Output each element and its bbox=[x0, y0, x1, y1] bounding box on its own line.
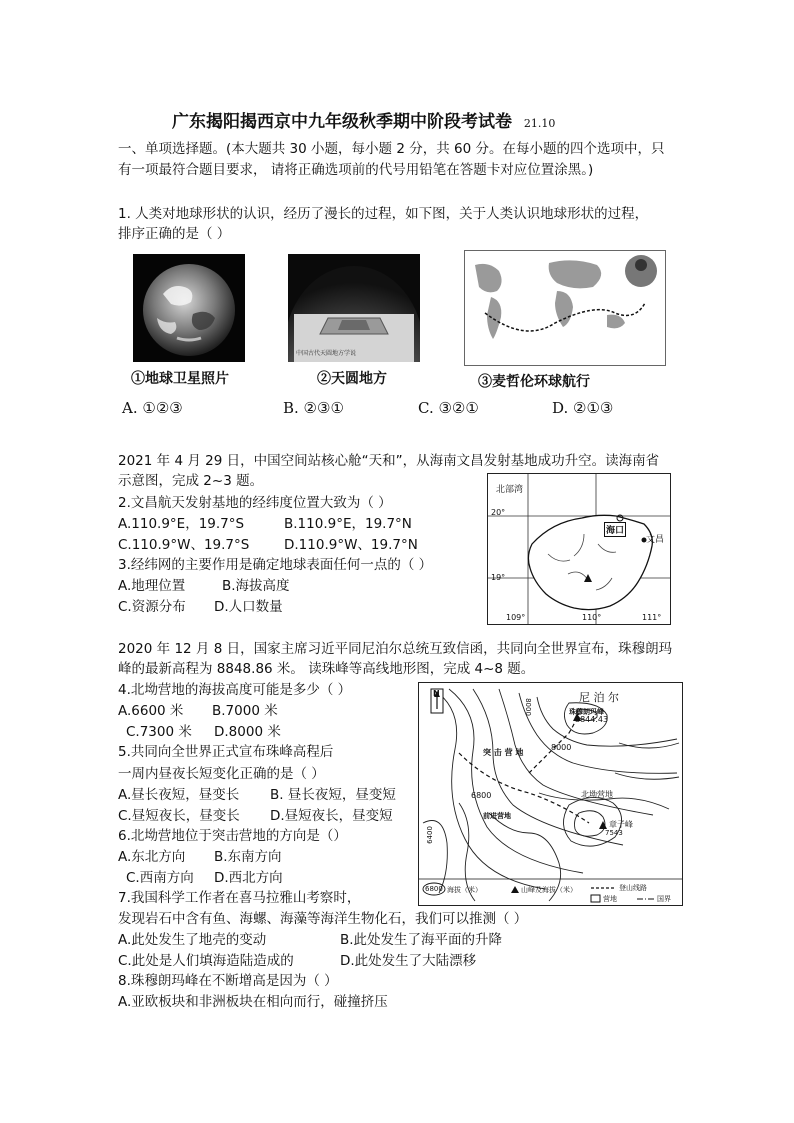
map-label-lon109: 109° bbox=[506, 613, 526, 622]
contour-label-8000-a: 8000 bbox=[523, 698, 532, 716]
intro-q4-8-line2: 峰的最新高程为 8848.86 米。 读珠峰等高线地形图，完成 4~8 题。 bbox=[118, 661, 535, 677]
q7-option-c[interactable]: C.此处是人们填海造陆造成的 bbox=[118, 953, 294, 969]
q8-stem: 8.珠穆朗玛峰在不断增高是因为（ ） bbox=[118, 973, 338, 989]
q4-option-c[interactable]: C.7300 米 bbox=[126, 724, 192, 740]
q1-option-c[interactable]: C. ③②① bbox=[418, 399, 479, 417]
map-label-lat19: 19° bbox=[491, 573, 506, 582]
q7-option-a[interactable]: A.此处发生了地壳的变动 bbox=[118, 932, 267, 948]
q4-option-a[interactable]: A.6600 米 bbox=[118, 703, 184, 719]
q5-stem-line2: 一周内昼夜长短变化正确的是（ ） bbox=[118, 766, 325, 782]
legend-contour-value: 6800 bbox=[425, 885, 443, 893]
q6-option-c[interactable]: C.西南方向 bbox=[126, 870, 194, 886]
q6-option-b[interactable]: B.东南方向 bbox=[214, 849, 282, 865]
map-label-advance-camp: 前进营地 bbox=[483, 812, 511, 820]
q7-stem-line2: 发现岩石中含有鱼、海螺、海藻等海洋生物化石，我们可以推测（ ） bbox=[118, 911, 528, 927]
q3-option-c[interactable]: C.资源分布 bbox=[118, 599, 186, 615]
map-label-nepal: 尼 泊 尔 bbox=[579, 691, 619, 704]
caption-satellite: ①地球卫星照片 bbox=[131, 371, 229, 387]
contour-label-6800: 6800 bbox=[471, 791, 492, 800]
q2-option-c[interactable]: C.110.9°W、19.7°S bbox=[118, 537, 250, 553]
q2-option-d[interactable]: D.110.9°W、19.7°N bbox=[284, 537, 418, 553]
magellan-route-map bbox=[464, 250, 666, 366]
section-instruction-line2: 有一项最符合题目要求， 请将正确选项前的代号用铅笔在答题卡对应位置涂黑。) bbox=[118, 162, 594, 178]
legend-route: 登山线路 bbox=[619, 884, 647, 892]
exam-date: 21.10 bbox=[523, 117, 556, 130]
q7-option-b[interactable]: B.此处发生了海平面的升降 bbox=[340, 932, 503, 948]
q7-stem-line1: 7.我国科学工作者在喜马拉雅山考察时， bbox=[118, 890, 361, 906]
contour-label-8000-b: 8000 bbox=[551, 743, 572, 752]
q2-option-b[interactable]: B.110.9°E，19.7°N bbox=[284, 516, 412, 532]
q2-option-a[interactable]: A.110.9°E，19.7°S bbox=[118, 516, 245, 532]
map-label-north-col-camp: 北坳营地 bbox=[581, 790, 613, 799]
q8-option-a[interactable]: A.亚欧板块和非洲板块在相向而行，碰撞挤压 bbox=[118, 994, 388, 1010]
caption-round-sky: ②天圆地方 bbox=[317, 371, 387, 387]
map-label-everest-height: 8844.43 bbox=[575, 715, 609, 724]
q1-option-b[interactable]: B. ②③① bbox=[283, 399, 344, 417]
q1-option-a[interactable]: A. ①②③ bbox=[122, 399, 183, 417]
map-label-sub-peak: 章子峰 bbox=[609, 820, 633, 829]
section-instruction-line1: 一、单项选择题。(本大题共 30 小题，每小题 2 分，共 60 分。在每小题的四个选项中，只 bbox=[118, 141, 665, 157]
everest-contour-map bbox=[418, 682, 683, 906]
map-label-assault-camp: 突 击 营 地 bbox=[483, 748, 524, 757]
hainan-map bbox=[487, 473, 671, 625]
q2-stem: 2.文昌航天发射基地的经纬度位置大致为（ ） bbox=[118, 495, 392, 511]
q3-option-b[interactable]: B.海拔高度 bbox=[222, 578, 290, 594]
q5-option-c[interactable]: C.昼短夜长，昼变长 bbox=[118, 808, 240, 824]
q6-option-a[interactable]: A.东北方向 bbox=[118, 849, 186, 865]
q5-option-a[interactable]: A.昼长夜短，昼变长 bbox=[118, 787, 240, 803]
legend-camp: 营地 bbox=[603, 895, 617, 903]
intro-q4-8-line1: 2020 年 12 月 8 日，国家主席习近平同尼泊尔总统互致信函，共同向全世界宣布，珠穆朗玛 bbox=[118, 641, 673, 657]
q5-option-d[interactable]: D.昼短夜长，昼变短 bbox=[270, 808, 393, 824]
q3-stem: 3.经纬网的主要作用是确定地球表面任何一点的（ ） bbox=[118, 557, 433, 573]
image-inner-caption: 中国古代天圆地方学说 bbox=[296, 350, 357, 357]
map-label-lon110: 110° bbox=[582, 613, 602, 622]
q5-stem-line1: 5.共同向全世界正式宣布珠峰高程后 bbox=[118, 744, 334, 760]
q7-option-d[interactable]: D.此处发生了大陆漂移 bbox=[340, 953, 477, 969]
map-label-sub-peak-height: 7543 bbox=[605, 829, 623, 837]
intro-q2-3-line2: 示意图，完成 2~3 题。 bbox=[118, 473, 264, 489]
map-label-north-bay: 北部湾 bbox=[496, 485, 524, 495]
map-label-lon111: 111° bbox=[642, 613, 662, 622]
intro-q2-3-line1: 2021 年 4 月 29 日，中国空间站核心舱“天和”，从海南文昌发射基地成功升空。读海南省 bbox=[118, 453, 660, 469]
legend-contour: 海拔（米） bbox=[447, 886, 482, 894]
q4-stem: 4.北坳营地的海拔高度可能是多少（ ） bbox=[118, 682, 352, 698]
q6-stem: 6.北坳营地位于突击营地的方向是（） bbox=[118, 828, 347, 844]
caption-magellan: ③麦哲伦环球航行 bbox=[478, 374, 590, 390]
page-title: 广东揭阳揭西京中九年级秋季期中阶段考试卷 21.10 bbox=[172, 112, 556, 132]
legend-border: 国界 bbox=[657, 895, 671, 903]
map-label-everest: 珠穆朗玛峰 bbox=[569, 708, 604, 716]
q4-option-b[interactable]: B.7000 米 bbox=[212, 703, 278, 719]
map-label-wenchang: 文昌 bbox=[646, 535, 665, 545]
map-label-haikou: 海口 bbox=[604, 522, 626, 537]
q1-option-d[interactable]: D. ②①③ bbox=[552, 399, 614, 417]
legend-peak: 山峰及海拔（米） bbox=[521, 886, 577, 894]
map-label-lat20: 20° bbox=[491, 508, 506, 517]
q4-option-d[interactable]: D.8000 米 bbox=[214, 724, 281, 740]
q1-stem-line2: 排序正确的是（ ） bbox=[118, 226, 231, 242]
contour-label-6400: 6400 bbox=[425, 826, 434, 844]
q3-option-a[interactable]: A.地理位置 bbox=[118, 578, 186, 594]
q5-option-b[interactable]: B. 昼长夜短，昼变短 bbox=[270, 787, 396, 803]
round-sky-square-earth-image bbox=[288, 254, 420, 362]
q3-option-d[interactable]: D.人口数量 bbox=[214, 599, 283, 615]
q6-option-d[interactable]: D.西北方向 bbox=[214, 870, 283, 886]
q1-stem-line1: 1. 人类对地球形状的认识，经历了漫长的过程，如下图，关于人类认识地球形状的过程， bbox=[118, 206, 649, 222]
north-arrow-label: N bbox=[433, 689, 440, 698]
earth-satellite-photo bbox=[133, 254, 245, 362]
